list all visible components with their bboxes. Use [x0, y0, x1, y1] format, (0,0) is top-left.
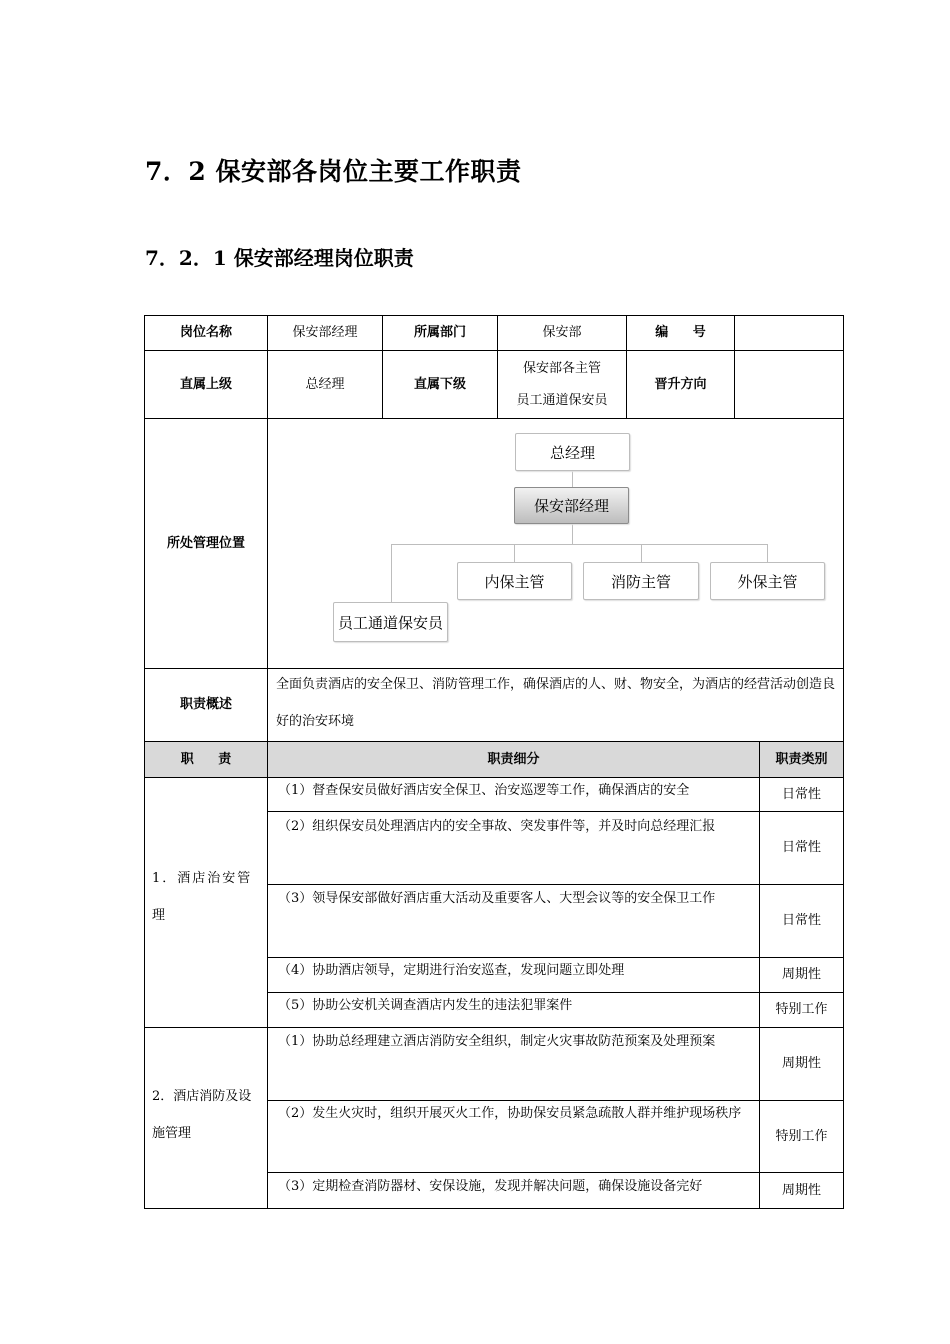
subordinate-line-1: 保安部各主管 [522, 360, 601, 376]
subsection-title: 7．2．1 保安部经理岗位职责 [145, 246, 414, 270]
org-node-general-manager: 总经理 [515, 433, 630, 471]
duty-row-2-3-text: （3）定期检查消防器材、安保设施，发现并解决问题，确保设施设备完好 [278, 1179, 703, 1194]
duty-row-1-3-type: 日常性 [781, 913, 821, 928]
post-name-value: 保安部经理 [292, 325, 358, 340]
management-position-label: 所处管理位置 [166, 535, 245, 551]
code-label: 编 号 [655, 325, 706, 340]
department-value: 保安部 [542, 325, 582, 340]
promotion-value [735, 351, 843, 418]
section-title: 7．2 保安部各岗位主要工作职责 [145, 157, 522, 186]
org-node-external-security: 外保主管 [710, 562, 825, 600]
duty-row-1-4-type: 周期性 [781, 967, 821, 982]
org-node-internal-security: 内保主管 [457, 562, 572, 600]
duty-group-2-title: 2．酒店消防及设施管理 [152, 1089, 252, 1141]
subordinate-label: 直属下级 [413, 376, 466, 392]
superior-label: 直属上级 [179, 376, 232, 392]
duty-row-1-3-text: （3）领导保安部做好酒店重大活动及重要客人、大型会议等的安全保卫工作 [278, 891, 716, 906]
post-name-label: 岗位名称 [179, 325, 232, 340]
duty-row-1-5-text: （5）协助公安机关调查酒店内发生的违法犯罪案件 [278, 998, 573, 1013]
department-label: 所属部门 [413, 325, 466, 340]
promotion-label: 晋升方向 [654, 376, 707, 392]
duty-header-col3: 职责类别 [775, 751, 828, 767]
duty-row-2-2-type: 特别工作 [775, 1128, 828, 1144]
duty-row-2-2-text: （2）发生火灾时，组织开展灭火工作，协助保安员紧急疏散人群并维护现场秩序 [278, 1106, 742, 1121]
org-node-security-manager: 保安部经理 [514, 487, 629, 524]
duty-row-1-1-text: （1）督查保安员做好酒店安全保卫、治安巡逻等工作，确保酒店的安全 [278, 783, 690, 798]
duty-header-col1: 职 责 [180, 751, 232, 767]
duty-row-1-5-type: 特别工作 [775, 1002, 828, 1017]
duty-row-1-2-text: （2）组织保安员处理酒店内的安全事故、突发事件等，并及时向总经理汇报 [278, 819, 716, 834]
summary-text: 全面负责酒店的安全保卫、消防管理工作，确保酒店的人、财、物安全，为酒店的经营活动创造良好的治安环境 [276, 677, 836, 729]
duty-row-2-1-type: 周期性 [781, 1056, 821, 1071]
subordinate-line-2: 员工通道保安员 [516, 392, 608, 408]
duty-row-1-4-text: （4）协助酒店领导，定期进行治安巡查，发现问题立即处理 [278, 963, 625, 978]
duty-header-col2: 职责细分 [487, 751, 540, 767]
org-node-fire-control: 消防主管 [583, 562, 699, 600]
summary-label: 职责概述 [179, 697, 232, 712]
duty-row-1-2-type: 日常性 [781, 840, 821, 855]
superior-value: 总经理 [305, 376, 345, 392]
subordinate-value [498, 351, 626, 418]
duty-row-2-3-type: 周期性 [781, 1182, 821, 1198]
org-node-staff-passage-guard: 员工通道保安员 [333, 602, 448, 642]
duty-group-1-title: 1．酒店治安管理 [152, 871, 253, 923]
code-value [735, 316, 843, 350]
duty-row-1-1-type: 日常性 [781, 786, 821, 802]
duty-row-2-1-text: （1）协助总经理建立酒店消防安全组织，制定火灾事故防范预案及处理预案 [278, 1034, 716, 1049]
